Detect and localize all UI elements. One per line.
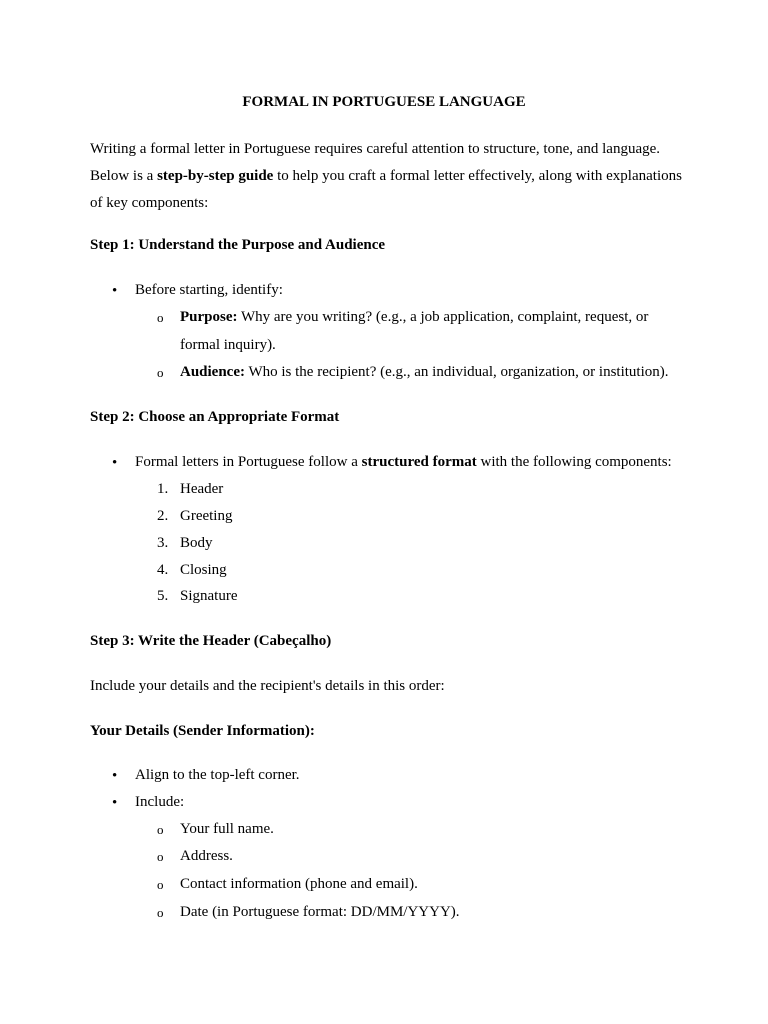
list-item: Greeting xyxy=(180,508,233,524)
page-title: FORMAL IN PORTUGUESE LANGUAGE xyxy=(242,94,526,110)
list-item: Body xyxy=(180,535,213,551)
audience-label: Audience: xyxy=(180,364,245,380)
list-number: 5. xyxy=(157,588,169,604)
step1-heading: Step 1: Understand the Purpose and Audience xyxy=(90,237,386,253)
step2-text-1: Formal letters in Portuguese follow a xyxy=(135,454,362,470)
step2-bullet xyxy=(135,453,672,471)
list-item: Signature xyxy=(180,588,238,604)
intro-text-1: Writing a formal letter in Portuguese requires careful attention to structure, tone, and language. Below is a xyxy=(90,141,661,184)
bullet-glyph: • xyxy=(112,455,118,471)
include-item: Address. xyxy=(180,848,233,864)
list-item: Header xyxy=(180,481,224,497)
sub-bullet-glyph: o xyxy=(157,822,164,837)
step2-heading: Step 2: Choose an Appropriate Format xyxy=(90,409,340,425)
list-number: 4. xyxy=(157,562,169,578)
step3-intro: Include your details and the recipient's details in this order: xyxy=(90,678,445,694)
step2-text-2: with the following components: xyxy=(476,454,672,470)
bullet-glyph: • xyxy=(112,283,118,299)
intro-paragraph xyxy=(90,136,690,217)
step1-bullet: Before starting, identify: xyxy=(135,282,283,298)
step3-bullet-align: Align to the top-left corner. xyxy=(135,767,300,783)
bullet-glyph: • xyxy=(112,795,118,811)
audience-text: Who is the recipient? (e.g., an individual, organization, or institution). xyxy=(245,364,669,380)
step1-audience xyxy=(180,363,669,381)
list-number: 3. xyxy=(157,535,169,551)
step1-purpose-cont: formal inquiry). xyxy=(180,337,276,353)
intro-text-2: to help you craft a formal letter effectively, along with explanations of key components: xyxy=(90,168,682,211)
step1-purpose xyxy=(180,308,648,326)
step2-bold: structured format xyxy=(361,454,477,470)
sub-bullet-glyph: o xyxy=(157,905,164,920)
include-item: Date (in Portuguese format: DD/MM/YYYY). xyxy=(180,904,460,920)
sub-bullet-glyph: o xyxy=(157,310,164,325)
sender-subheading: Your Details (Sender Information): xyxy=(90,723,315,739)
purpose-text: Why are you writing? (e.g., a job application, complaint, request, or xyxy=(237,309,649,325)
sub-bullet-glyph: o xyxy=(157,849,164,864)
purpose-label: Purpose: xyxy=(180,309,238,325)
include-item: Contact information (phone and email). xyxy=(180,876,418,892)
step3-heading: Step 3: Write the Header (Cabeçalho) xyxy=(90,633,332,649)
intro-bold: step-by-step guide xyxy=(157,168,274,184)
list-item: Closing xyxy=(180,562,227,578)
list-number: 1. xyxy=(157,481,169,497)
step3-bullet-include: Include: xyxy=(135,794,185,810)
include-item: Your full name. xyxy=(180,821,274,837)
sub-bullet-glyph: o xyxy=(157,365,164,380)
sub-bullet-glyph: o xyxy=(157,877,164,892)
list-number: 2. xyxy=(157,508,169,524)
bullet-glyph: • xyxy=(112,768,118,784)
